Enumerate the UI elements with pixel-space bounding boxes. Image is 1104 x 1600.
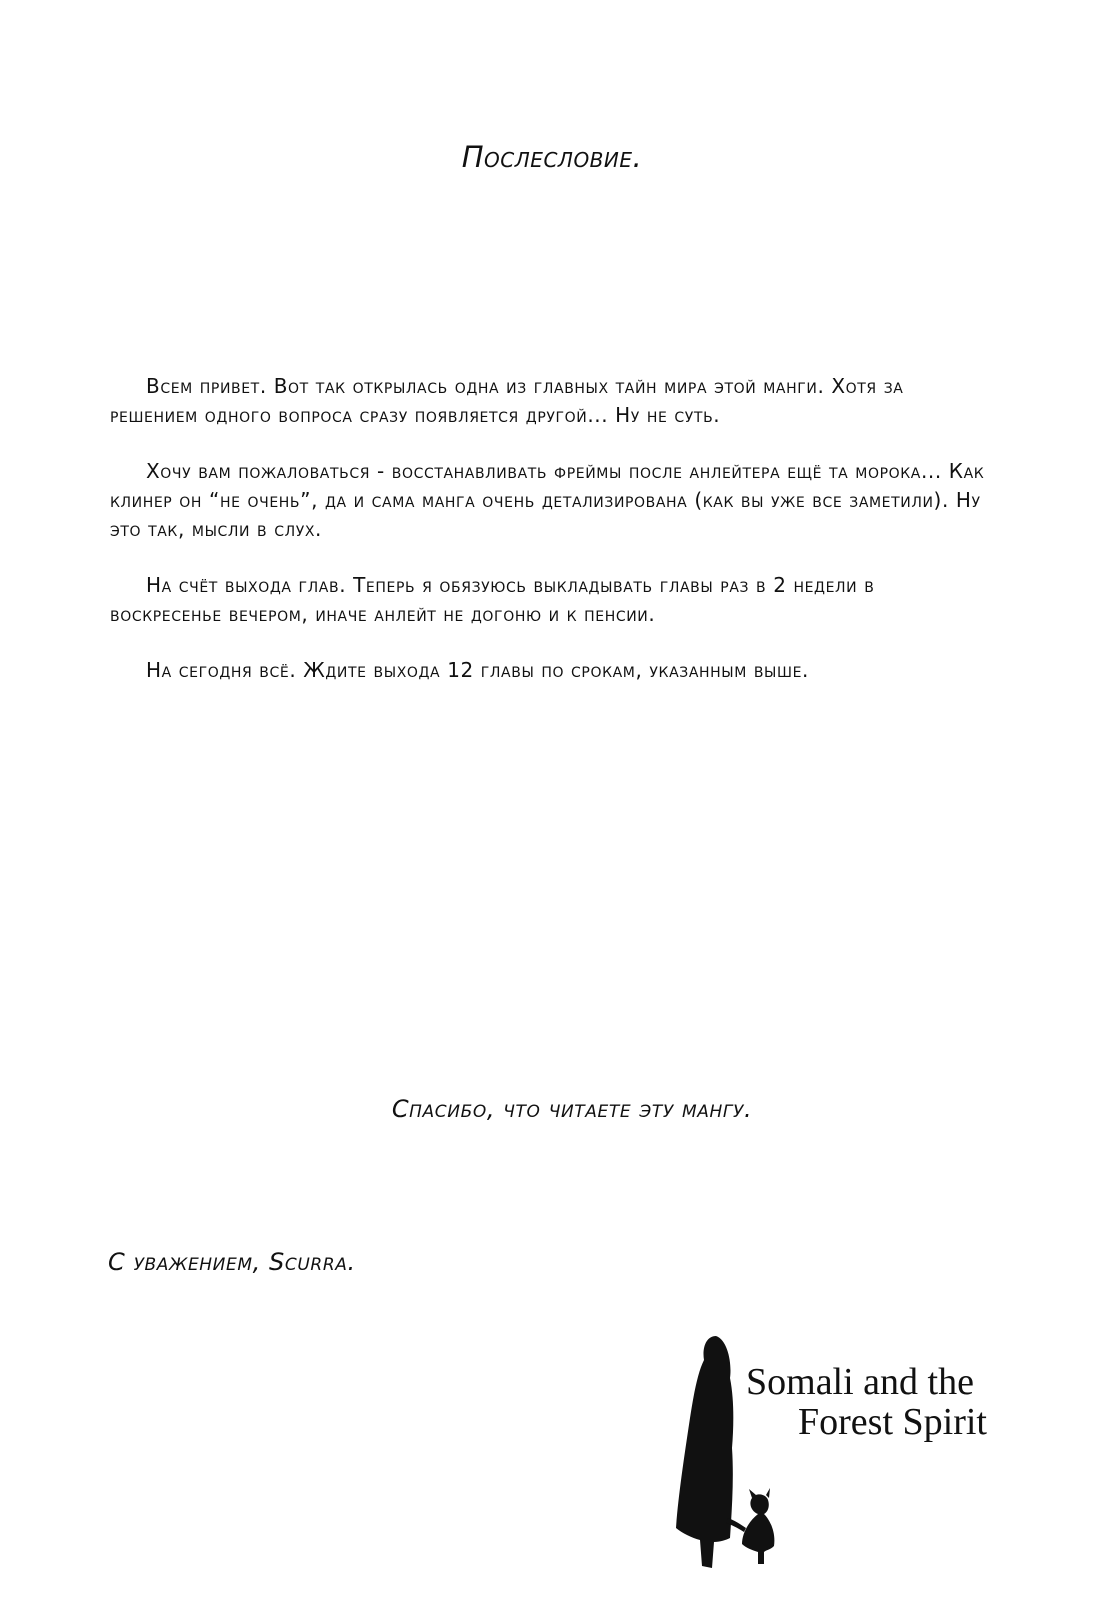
afterword-body: [110, 372, 990, 712]
paragraph-greeting: Всем привет. Вот так открылась одна из главных тайн мира этой манги. Хотя за решением одного вопроса сразу появляется другой... Ну не суть.: [110, 374, 904, 427]
page-title: Послесловие.: [461, 140, 643, 174]
paragraph-complaint: Хочу вам пожаловаться - восстанавливать фреймы после анлейтера ещё та морока... Как клинер он “не очень”, да и сама манга очень детализирована (как вы уже все заметили). Ну это так, мысли в слух.: [110, 459, 985, 541]
series-logo: [672, 1328, 1022, 1578]
logo-title-line2: Forest Spirit: [798, 1401, 987, 1443]
paragraph-closing: На сегодня всё. Ждите выхода 12 главы по срокам, указанным выше.: [146, 658, 809, 682]
logo-title-line1: Somali and the: [746, 1361, 974, 1403]
paragraph-schedule: На счёт выхода глав. Теперь я обязуюсь выкладывать главы раз в 2 недели в воскресенье вечером, иначе анлейт не догоню и к пенсии.: [110, 573, 875, 626]
signature: С уважением, Scurra.: [108, 1248, 356, 1276]
thanks-line: Спасибо, что читаете эту мангу.: [391, 1095, 753, 1123]
